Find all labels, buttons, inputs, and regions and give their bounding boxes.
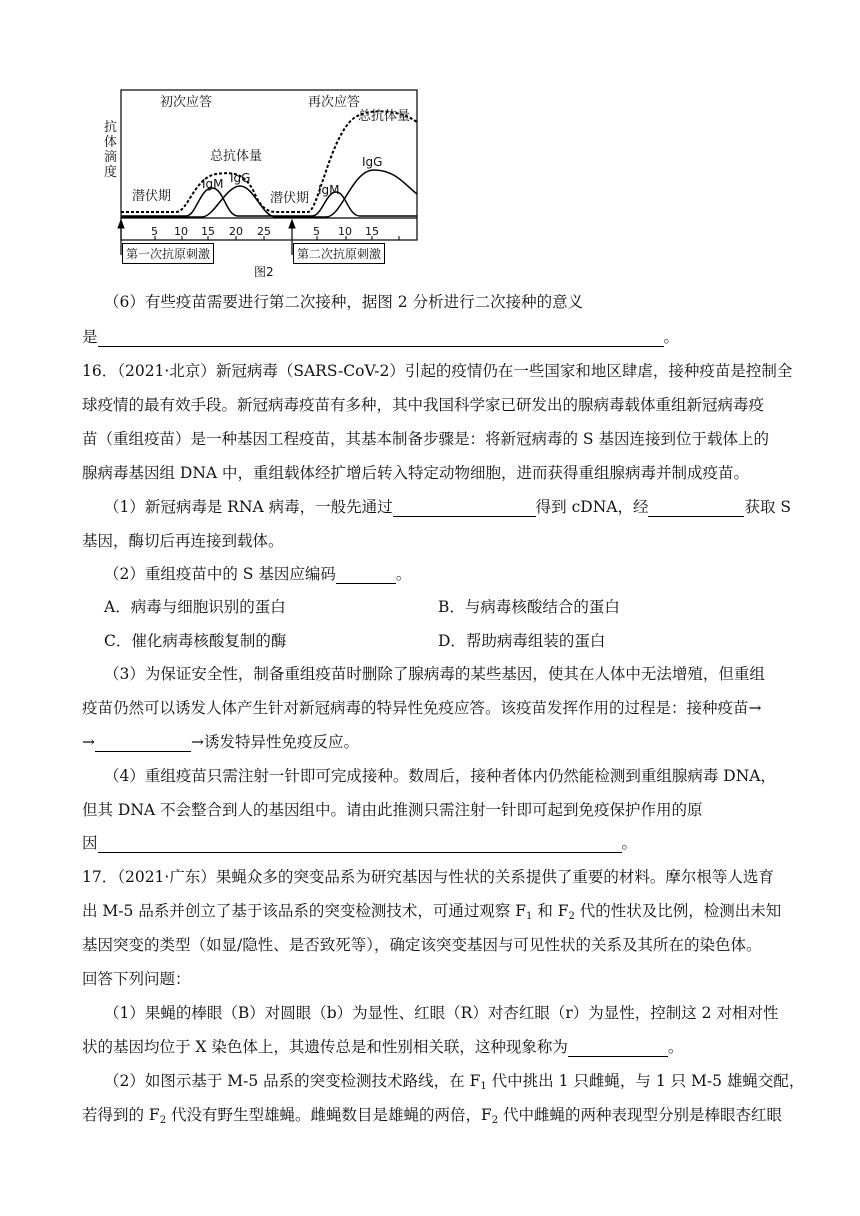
q16-part3-line1: （3）为保证安全性，制备重组疫苗时删除了腺病毒的某些基因，使其在人体中无法增殖，但重组 <box>104 665 765 683</box>
q16-line2: 球疫情的最有效手段。新冠病毒疫苗有多种，其中我国科学家已研发出的腺病毒载体重组新冠病毒疫 <box>82 396 765 414</box>
first-stimulus-box: 第一次抗原刺激 <box>122 243 214 264</box>
q16-part4-line1: （4）重组疫苗只需注射一针即可完成接种。数周后，接种者体内仍然能检测到重组腺病毒 DNA， <box>104 767 776 785</box>
answer-blank[interactable] <box>393 500 536 517</box>
q17-line1: 17．（2021·广东）果蝇众多的突变品系为研究基因与性状的关系提供了重要的材料。摩尔根等人选育 <box>82 868 774 886</box>
q17-part2-line1: （2）如图示基于 M-5 品系的突变检测技术路线，在 $F_1$ 代中挑出 1 只雌蝇，与 1 只 M-5 雄蝇交配， <box>104 1072 805 1092</box>
q6-line1: （6）有些疫苗需要进行第二次接种，据图 2 分析进行二次接种的意义 <box>104 293 584 311</box>
tick-label: 5 <box>313 225 320 238</box>
answer-blank[interactable] <box>568 1040 668 1057</box>
q16-part3-line2: 疫苗仍然可以诱发人体产生针对新冠病毒的特异性免疫应答。该疫苗发挥作用的过程是：接种疫苗→ <box>82 699 762 717</box>
tick-label: 10 <box>338 225 352 238</box>
figure-caption: 图2 <box>254 265 274 279</box>
tick-label: 20 <box>229 225 243 238</box>
latent-label-1: 潜伏期 <box>132 189 172 204</box>
q16-line1: 16．（2021·北京）新冠病毒（SARS-CoV-2）引起的疫情仍在一些国家和地区肆虐，接种疫苗是控制全 <box>82 362 793 380</box>
tick-label: 25 <box>257 225 271 238</box>
q17-part1-line2: 状的基因均位于 X 染色体上，其遗传总是和性别相关联，这种现象称为 。 <box>82 1038 684 1056</box>
answer-blank[interactable] <box>648 500 744 517</box>
igm-label-2: IgM <box>318 183 340 197</box>
option-c[interactable]: C．催化病毒核酸复制的酶 <box>104 632 287 650</box>
q6-prefix: 是 <box>82 328 98 346</box>
option-a[interactable]: A．病毒与细胞识别的蛋白 <box>104 598 286 616</box>
igm-label-1: IgM <box>202 177 224 191</box>
answer-blank[interactable] <box>98 330 664 347</box>
q17-line2: 出 M-5 品系并创立了基于该品系的突变检测技术，可通过观察 $F_1$ 和 $F_2$ 代的性状及比例，检测出未知 <box>82 902 782 922</box>
total-antibody-label-2: 总抗体量 <box>358 109 411 124</box>
q16-part1-cont: 基因，酶切后再连接到载体。 <box>82 532 284 550</box>
q16-part4-line2: 但其 DNA 不会整合到人的基因组中。请由此推测只需注射一针即可起到免疫保护作用的原 <box>82 801 703 819</box>
tick-label: 15 <box>201 225 215 238</box>
igm-curve-secondary <box>292 192 417 216</box>
q17-line4: 回答下列问题： <box>82 970 191 988</box>
total-antibody-label-1: 总抗体量 <box>210 149 263 164</box>
q16-line3: 苗（重组疫苗）是一种基因工程疫苗，其基本制备步骤是：将新冠病毒的 S 基因连接到位于载体上的 <box>82 430 769 448</box>
q16-part3-line3: → →诱发特异性免疫反应。 <box>82 733 359 751</box>
tick-label: 10 <box>174 225 188 238</box>
q17-part1-line1: （1）果蝇的棒眼（B）对圆眼（b）为显性、红眼（R）对杏红眼（r）为显性，控制这 2 对相对性 <box>104 1004 779 1022</box>
total-curve-secondary <box>292 111 417 212</box>
igg-label-2: IgG <box>362 155 383 169</box>
option-b[interactable]: B．与病毒核酸结合的蛋白 <box>438 598 620 616</box>
q17-line3: 基因突变的类型（如显/隐性、是否致死等），确定该突变基因与可见性状的关系及其所在的染色体。 <box>82 936 762 954</box>
igg-label-1: IgG <box>230 171 251 185</box>
q17-part2-line2: 若得到的 $F_2$ 代没有野生型雄蝇。雌蝇数目是雄蝇的两倍，$F_2$ 代中雌蝇的两种表现型分别是棒眼杏红眼 <box>82 1106 783 1126</box>
q16-part1: （1）新冠病毒是 RNA 病毒，一般先通过 得到 cDNA，经 获取 S <box>104 498 791 516</box>
phase1-label: 初次应答 <box>160 95 213 110</box>
answer-blank[interactable] <box>95 735 191 752</box>
tick-marks <box>155 236 399 240</box>
igg-curve-secondary <box>292 170 417 217</box>
tick-label: 15 <box>365 225 379 238</box>
latent-label-2: 潜伏期 <box>270 191 310 206</box>
q6-end: 。 <box>663 328 680 346</box>
phase2-label: 再次应答 <box>308 95 361 110</box>
q16-line4: 腺病毒基因组 DNA 中，重组载体经扩增后转入特定动物细胞，进而获得重组腺病毒并制成疫苗。 <box>82 464 750 482</box>
q16-part2: （2）重组疫苗中的 S 基因应编码 。 <box>104 565 412 583</box>
antibody-response-figure <box>104 80 424 290</box>
y-axis-label: 抗 体 滴 度 <box>104 120 118 180</box>
q6-line2 <box>82 327 679 347</box>
second-stimulus-box: 第二次抗原刺激 <box>293 243 385 264</box>
option-d[interactable]: D．帮助病毒组装的蛋白 <box>438 632 606 650</box>
q16-part4-line3: 因 。 <box>82 834 638 852</box>
answer-blank[interactable] <box>336 567 396 584</box>
answer-blank[interactable] <box>98 836 622 853</box>
tick-label: 5 <box>151 225 158 238</box>
